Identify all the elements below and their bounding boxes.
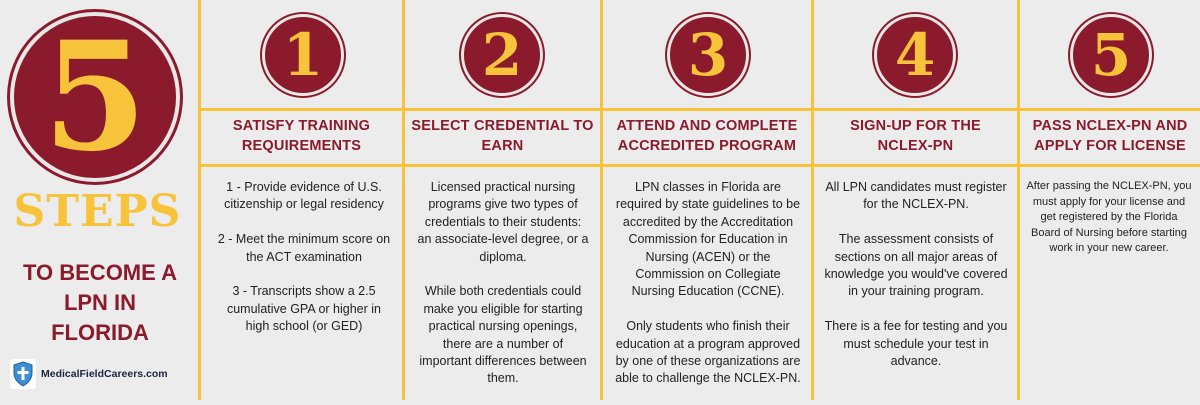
step-4	[814, 0, 1017, 400]
step-number-badge	[461, 14, 543, 96]
step-number-badge	[262, 14, 344, 96]
step-3	[603, 0, 811, 400]
step-paragraph: There is a fee for testing and you must schedule your test in advance.	[824, 319, 1008, 369]
step-1	[201, 0, 402, 400]
step-heading-line: ATTEND AND COMPLETE	[616, 118, 798, 134]
step-number: 1	[282, 21, 324, 89]
step-body	[615, 179, 801, 405]
site-logo[interactable]	[10, 358, 200, 390]
step-paragraph: 3 - Transcripts show a 2.5 cumulative GPA or higher in high school (or GED)	[226, 284, 381, 334]
shield-icon	[10, 359, 36, 389]
step-number-badge	[1070, 14, 1152, 96]
step-paragraph: 2 - Meet the minimum score on the ACT examination	[217, 232, 391, 264]
step-body	[822, 179, 1010, 388]
step-paragraph: Licensed practical nursing programs give two types of credentials to their students: an associate-level degree, or a diploma.	[417, 180, 589, 264]
step-number: 2	[481, 21, 523, 89]
step-heading	[603, 116, 811, 156]
hero-subtitle-line: FLORIDA	[51, 320, 149, 345]
step-5	[1020, 0, 1200, 400]
step-body	[417, 179, 589, 405]
hero-number-badge	[10, 9, 180, 185]
step-heading-line: ACCREDITED PROGRAM	[617, 138, 797, 154]
step-number: 5	[1090, 21, 1132, 89]
step-paragraph: All LPN candidates must register for the NCLEX-PN.	[825, 180, 1007, 212]
hero-panel	[0, 0, 198, 400]
site-logo-text: MedicalFieldCareers.com	[41, 368, 168, 380]
step-heading-line: EARN	[481, 138, 524, 154]
step-heading-line: SIGN-UP FOR THE	[850, 118, 981, 134]
step-heading-line: APPLY FOR LICENSE	[1034, 138, 1186, 154]
step-paragraph: After passing the NCLEX-PN, you must apply for your license and get registered by the Florida Board of Nursing before starting work in your new career.	[1026, 180, 1192, 255]
step-number-badge	[874, 14, 956, 96]
step-heading	[814, 116, 1017, 156]
step-2	[405, 0, 600, 400]
step-body	[1026, 179, 1192, 274]
hero-subtitle-line: TO BECOME A	[22, 260, 177, 285]
hero-steps-word: STEPS	[13, 186, 182, 237]
step-paragraph: While both credentials could make you eligible for starting practical nursing openings, there are a number of important differences between them.	[419, 284, 587, 386]
step-heading-line: PASS NCLEX-PN AND	[1032, 118, 1188, 134]
step-heading	[201, 116, 402, 156]
step-heading	[1020, 116, 1200, 156]
step-paragraph: The assessment consists of sections on all major areas of knowledge you would've covered in your training program.	[824, 232, 1008, 299]
step-heading-line: SELECT CREDENTIAL TO	[411, 118, 594, 134]
step-heading	[405, 116, 600, 156]
hero-subtitle-line: LPN IN	[63, 290, 137, 315]
step-heading-line: SATISFY TRAINING	[232, 118, 371, 134]
step-number-badge	[667, 14, 749, 96]
step-body	[217, 179, 391, 353]
step-heading-line: REQUIREMENTS	[241, 138, 362, 154]
hero-subtitle	[10, 258, 190, 348]
step-heading-line: NCLEX-PN	[877, 138, 954, 154]
step-paragraph: Only students who finish their education at a program approved by one of these organizations are able to challenge the NCLEX-PN.	[615, 319, 801, 386]
step-paragraph: 1 - Provide evidence of U.S. citizenship or legal residency	[224, 180, 384, 212]
step-number: 3	[687, 21, 729, 89]
step-number: 4	[894, 21, 936, 89]
step-paragraph: LPN classes in Florida are required by state guidelines to be accredited by the Accreditation Commission for Education in Nursing (ACEN) or the Commission on Collegiate Nursing Education (CCNE).	[615, 180, 801, 299]
hero-number: 5	[42, 9, 148, 185]
